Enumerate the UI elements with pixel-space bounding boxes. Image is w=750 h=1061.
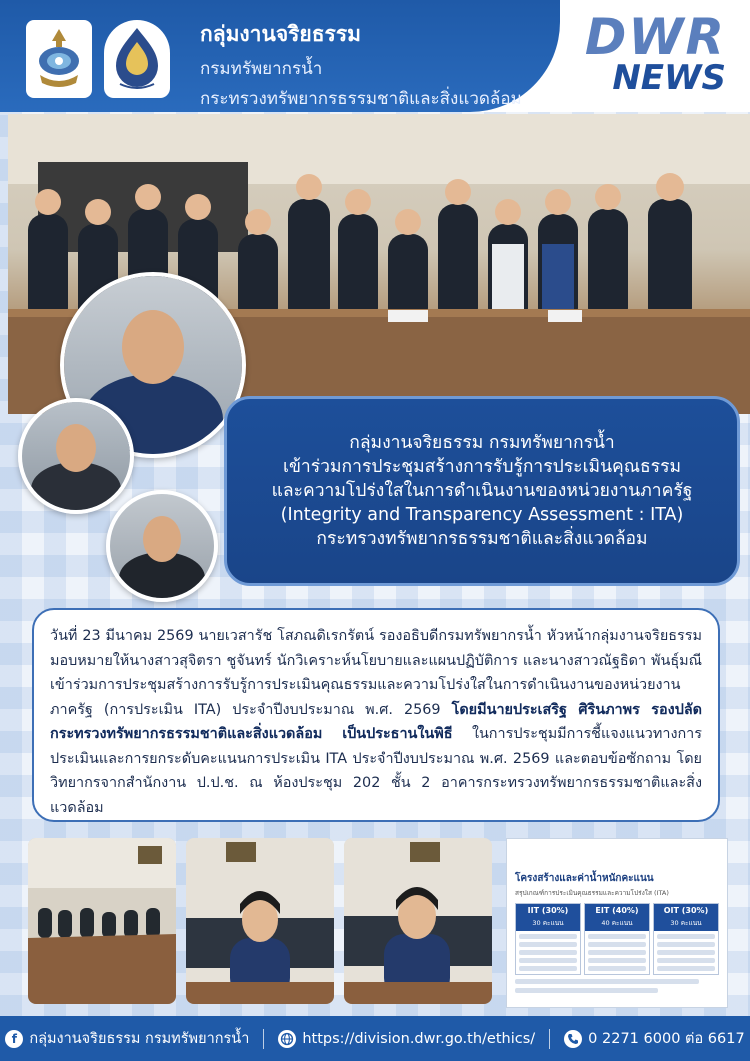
column-oit (653, 903, 719, 975)
footer-facebook[interactable] (5, 1027, 249, 1050)
brand-news: NEWS (612, 57, 726, 98)
dwr-news-brand (584, 8, 726, 98)
column-iit-label: IIT (30%) (516, 904, 580, 917)
globe-icon (278, 1030, 296, 1048)
attendee-illustration (186, 838, 334, 1004)
footer-divider-2 (549, 1029, 550, 1049)
column-iit-score: 30 คะแนน (516, 917, 580, 931)
column-iit (515, 903, 581, 975)
infographic-title: โครงสร้างและค่าน้ำหนักคะแนน (515, 873, 654, 884)
column-oit-label: OIT (30%) (654, 904, 718, 917)
department-logo (104, 20, 170, 98)
ministry-logo (26, 20, 92, 98)
header-ministry: กระทรวงทรัพยากรธรรมชาติและสิ่งแวดล้อม (200, 89, 522, 109)
news-body (32, 608, 720, 822)
website-url: https://division.dwr.go.th/ethics/ (302, 1030, 536, 1047)
water-drop-icon (108, 24, 166, 94)
infographic-subtitle: สรุปเกณฑ์การประเมินคุณธรรมและความโปร่งใส (ITA) (515, 889, 669, 897)
header-department: กรมทรัพยากรน้ำ (200, 59, 323, 79)
body-text-chairman: โดยมีนายประเสริฐ ศิรินภาพร รองปลัดกระทรวงทรัพยากรธรรมชาติและสิ่งแวดล้อม เป็นประธานในพิธี (50, 701, 702, 742)
headline-line-5: กระทรวงทรัพยากรธรรมชาติและสิ่งแวดล้อม (316, 529, 648, 549)
footer-website[interactable] (278, 1030, 535, 1048)
footer (0, 1016, 750, 1061)
footer-phone[interactable] (564, 1027, 745, 1050)
column-eit-label: EIT (40%) (585, 904, 649, 917)
header (0, 0, 750, 112)
brand-dwr: DWR (584, 8, 726, 66)
headline-line-4: (Integrity and Transparency Assessment : ITA) (280, 505, 684, 525)
column-eit-score: 40 คะแนน (585, 917, 649, 931)
headline-box (224, 396, 740, 586)
body-text-detail: ในการประชุมมีการชี้แจงแนวทางการประเมินและการยกระดับคะแนนการประเมิน ITA ประจำปีงบประมาณ พ.ศ. 2569 และตอบข้อซักถาม โดยวิทยากรจากสำนักงาน ป.ป.ช. ณ ห้องประชุม 202 ชั้น 2 อาคารกระทรวงทรัพยากรธรรมชาติและสิ่งแวดล้อม (50, 726, 702, 816)
photo-meeting-room (28, 838, 176, 1004)
attendee-illustration-2 (344, 838, 492, 1004)
emblem-icon (32, 27, 86, 91)
headline-line-1: กลุ่มงานจริยธรรม กรมทรัพยากรน้ำ (349, 433, 615, 453)
phone-number: 0 2271 6000 ต่อ 6617 (588, 1031, 745, 1047)
headline-line-3: และความโปร่งใสในการดำเนินงานของหน่วยงานภาครัฐ (271, 481, 693, 501)
meeting-room-illustration (28, 838, 176, 1004)
facebook-page-name: กลุ่มงานจริยธรรม กรมทรัพยากรน้ำ (29, 1031, 250, 1047)
infographic-columns (515, 903, 719, 975)
photo-attendee-2 (344, 838, 492, 1004)
phone-icon (564, 1030, 582, 1048)
header-text (200, 18, 522, 112)
header-group-name: กลุ่มงานจริยธรรม (200, 22, 361, 46)
footer-divider (263, 1029, 264, 1049)
photo-attendee-1 (186, 838, 334, 1004)
portrait-speaker (106, 490, 218, 602)
facebook-icon: f (5, 1030, 23, 1048)
headline-line-2: เข้าร่วมการประชุมสร้างการรับรู้การประเมินคุณธรรม (282, 457, 682, 477)
ita-score-infographic (506, 838, 728, 1008)
column-oit-score: 30 คะแนน (654, 917, 718, 931)
body-text-intro: วันที่ 23 มีนาคม 2569 นายเวสารัช โสภณดิเรกรัตน์ รองอธิบดีกรมทรัพยากรน้ำ หัวหน้ากลุ่มงานจริยธรรมมอบหมายให้นางสาวสุจิตรา ชูจันทร์ นักวิเคราะห์นโยบายและแผนปฏิบัติการ และนางสาวณัฐธิดา พันธุ์มณี เข้าร่วมการประชุมสร้างการรับรู้การประเมินคุณธรรมและความโปร่งใสในการดำเนินงานของหน่วยงานภาครัฐ (การประเมิน ITA) ประจำปีงบประมาณ พ.ศ. 2569 (50, 628, 702, 718)
column-eit (584, 903, 650, 975)
